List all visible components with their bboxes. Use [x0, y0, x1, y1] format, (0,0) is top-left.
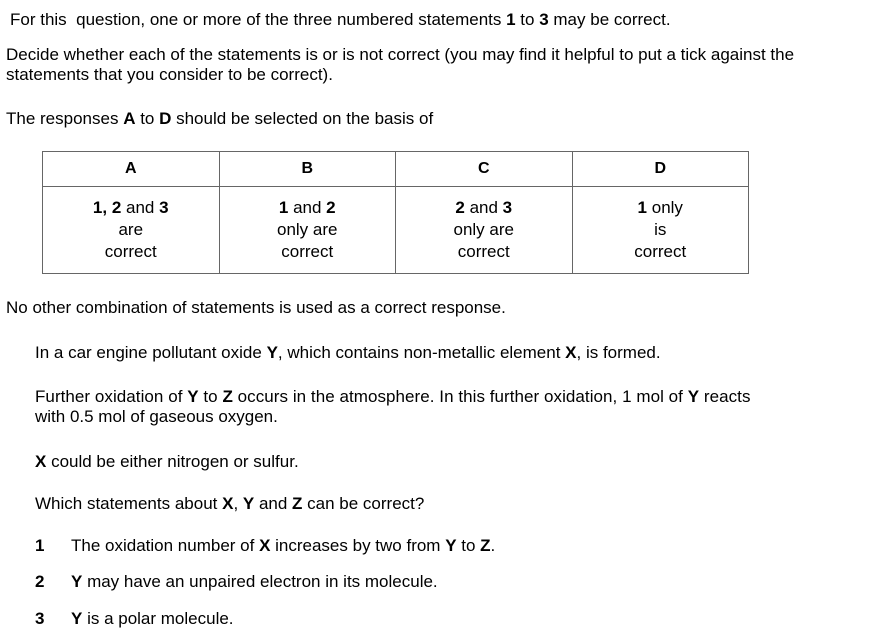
- q-text: Further oxidation of: [35, 387, 188, 406]
- table-header-row: [43, 152, 749, 187]
- cell-bold: 1, 2: [92, 198, 122, 217]
- cell-text: and: [288, 198, 327, 217]
- statement-number: 1: [35, 536, 45, 555]
- q-bold-z: Z: [222, 387, 233, 406]
- intro-text-mid: to: [515, 10, 540, 29]
- cell-bold-2: 3: [502, 198, 513, 217]
- cell-d: [572, 187, 749, 274]
- basis-bold-a: A: [123, 109, 136, 128]
- header-a: A: [43, 152, 220, 187]
- cell-text: and: [464, 198, 503, 217]
- statement-2: [35, 572, 438, 592]
- header-b: B: [219, 152, 396, 187]
- basis-bold-d: D: [159, 109, 172, 128]
- question-prompt: [35, 494, 424, 514]
- cell-line-3: correct: [634, 242, 687, 261]
- cell-line-3: correct: [457, 242, 510, 261]
- q-bold-y: Y: [187, 387, 199, 406]
- statement-text: is a polar molecule.: [82, 609, 234, 628]
- q-text: could be either nitrogen or sulfur.: [46, 452, 299, 471]
- statement-bold: Y: [71, 572, 83, 591]
- statement-text: may have an unpaired electron in its molecule.: [82, 572, 438, 591]
- table-row: [43, 187, 749, 274]
- intro-text: For this question, one or more of the three numbered statements: [10, 10, 507, 29]
- intro-text-post: may be correct.: [548, 10, 671, 29]
- statement-bold: Y: [445, 536, 457, 555]
- q-bold-x: X: [222, 494, 234, 513]
- q-bold-y: Y: [242, 494, 255, 513]
- cell-b: [219, 187, 396, 274]
- statement-3: [35, 609, 234, 629]
- statement-bold: Y: [71, 609, 83, 628]
- q-bold-y: Y: [266, 343, 278, 362]
- intro-bold-1: 1: [506, 10, 516, 29]
- cell-text: and: [121, 198, 160, 217]
- q-text: reacts: [699, 387, 751, 406]
- basis-text-mid: to: [135, 109, 160, 128]
- cell-a: [43, 187, 220, 274]
- cell-bold: 2: [455, 198, 465, 217]
- cell-line-1: [220, 197, 396, 219]
- q-text: Which statements about: [35, 494, 223, 513]
- q-text: , is formed.: [576, 343, 661, 362]
- q-bold-x: X: [35, 452, 47, 471]
- cell-bold: 1: [637, 198, 648, 217]
- decide-instruction: Decide whether each of the statements is or is not correct (you may find it helpful to put a tick against the statements that you consider to be correct).: [6, 45, 795, 84]
- cell-line-3: correct: [281, 242, 334, 261]
- question-paragraph-1: [35, 343, 661, 363]
- cell-line-1: [43, 197, 219, 219]
- statement-text: The oxidation number of: [71, 536, 260, 555]
- q-bold-x: X: [565, 343, 577, 362]
- cell-line-1: [573, 197, 749, 219]
- cell-bold-2: 2: [326, 198, 336, 217]
- cell-bold: 1: [278, 198, 289, 217]
- q-text: and: [254, 494, 293, 513]
- cell-bold-2: 3: [159, 198, 169, 217]
- header-d: D: [572, 152, 749, 187]
- basis-text: The responses: [6, 109, 124, 128]
- q-text: , which contains non-metallic element: [277, 343, 566, 362]
- q-text: to: [198, 387, 223, 406]
- cell-line-2: are: [118, 220, 144, 239]
- q-bold-y: Y: [687, 387, 700, 406]
- statement-1: [35, 536, 495, 556]
- cell-line-1: [396, 197, 572, 219]
- statement-text: to: [456, 536, 481, 555]
- cell-line-3: correct: [104, 242, 157, 261]
- cell-line-2: is: [654, 220, 667, 239]
- no-other-note: No other combination of statements is used as a correct response.: [6, 298, 506, 317]
- statement-number: 3: [35, 609, 45, 628]
- q-text: can be correct?: [302, 494, 425, 513]
- statement-text: .: [490, 536, 496, 555]
- header-c: C: [396, 152, 573, 187]
- response-table: [42, 151, 749, 274]
- q-text: In a car engine pollutant oxide: [35, 343, 267, 362]
- question-paragraph-2-cont: with 0.5 mol of gaseous oxygen.: [35, 407, 278, 426]
- cell-c: [396, 187, 573, 274]
- question-paragraph-2: [35, 387, 751, 407]
- cell-text: only: [647, 198, 683, 217]
- cell-line-2: only are: [277, 220, 338, 239]
- statement-bold: X: [259, 536, 271, 555]
- intro-instruction: [10, 10, 671, 30]
- basis-instruction: [6, 109, 433, 129]
- basis-text-post: should be selected on the basis of: [171, 109, 434, 128]
- intro-bold-3: 3: [539, 10, 549, 29]
- q-bold-z: Z: [292, 494, 303, 513]
- q-text: ,: [233, 494, 243, 513]
- q-text: occurs in the atmosphere. In this further oxidation, 1 mol of: [232, 387, 688, 406]
- statement-number: 2: [35, 572, 45, 591]
- cell-line-2: only are: [453, 220, 514, 239]
- statement-bold: Z: [480, 536, 491, 555]
- question-paragraph-3: [35, 452, 299, 472]
- statement-text: increases by two from: [270, 536, 446, 555]
